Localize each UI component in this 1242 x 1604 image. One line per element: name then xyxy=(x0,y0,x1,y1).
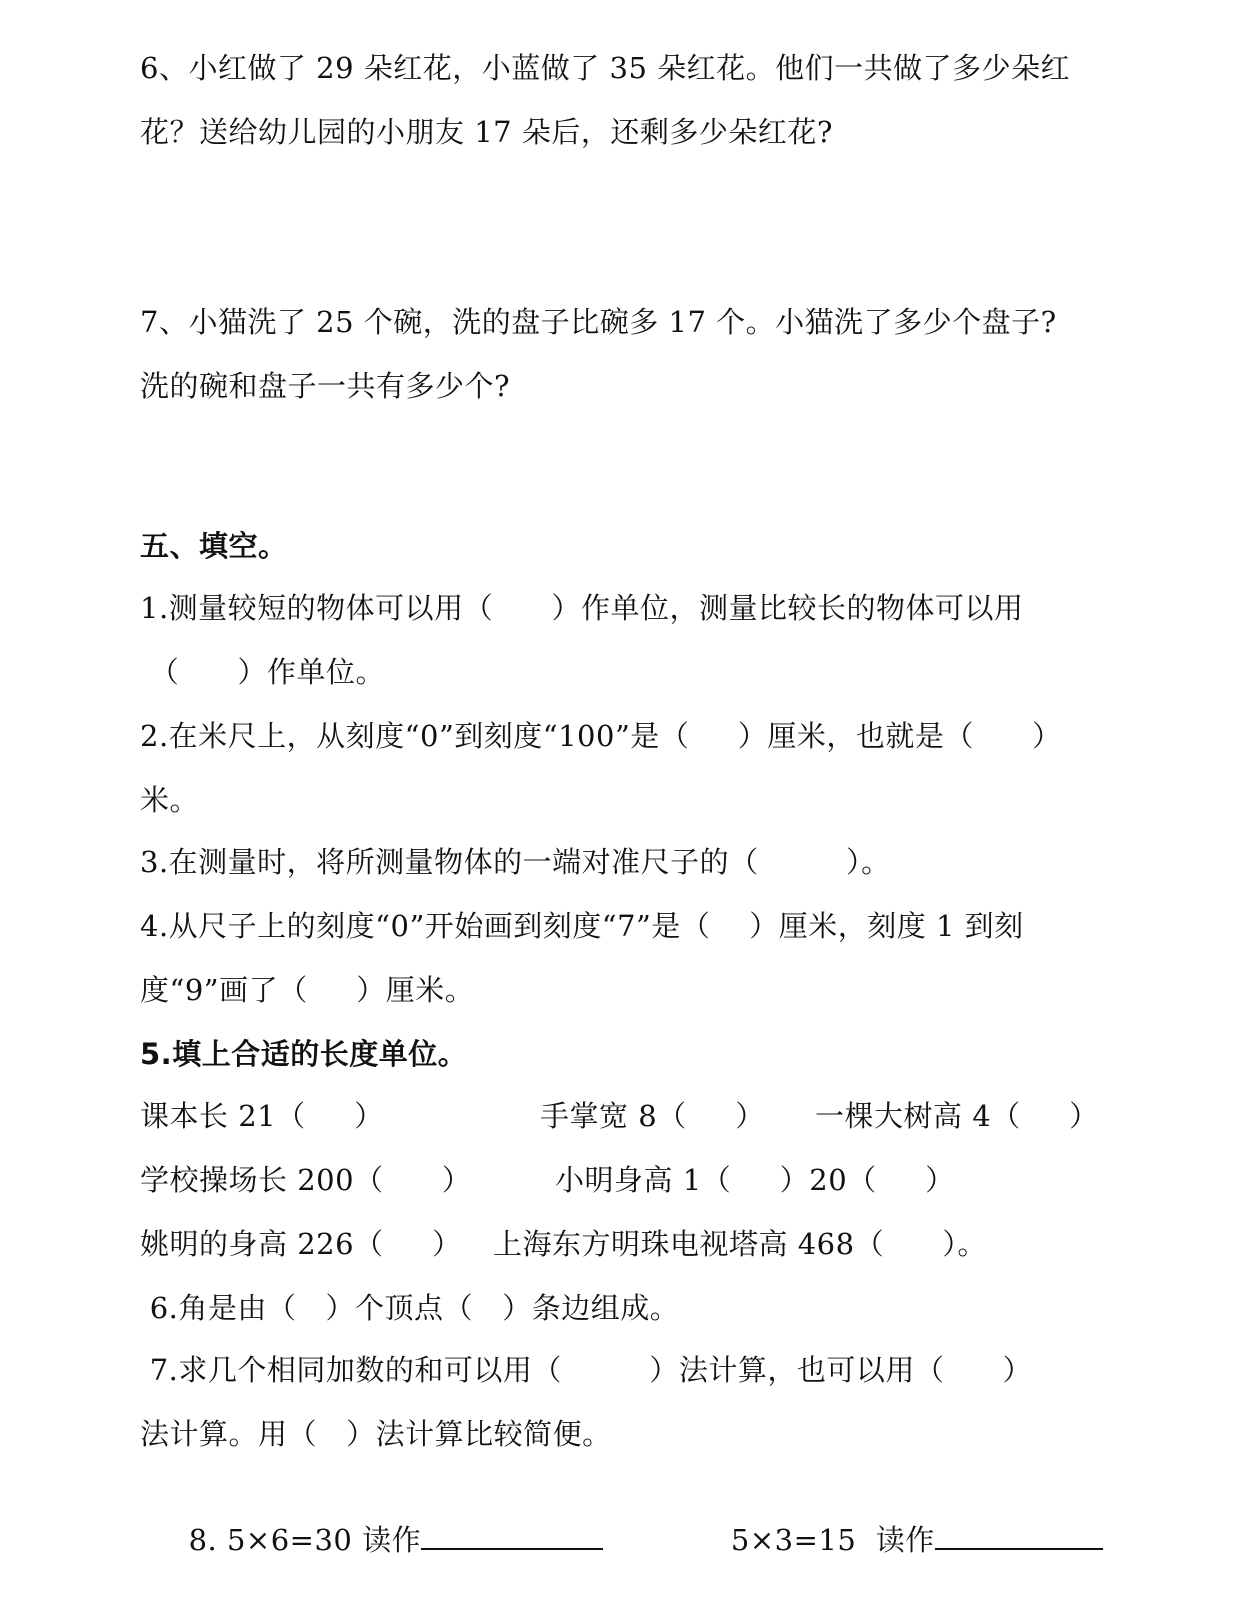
problem-7-line-2: 洗的碗和盘子一共有多少个? xyxy=(140,369,511,403)
fill-item-5-title: 5.填上合适的长度单位。 xyxy=(140,1037,468,1071)
answer-blank-8b[interactable] xyxy=(935,1518,1103,1550)
fill-item-4-line-2: 度“9”画了（ ）厘米。 xyxy=(140,973,475,1007)
problem-7-line-1: 7、小猫洗了 25 个碗，洗的盘子比碗多 17 个。小猫洗了多少个盘子? xyxy=(140,305,1057,339)
fill-item-8-a xyxy=(140,1478,603,1600)
fill-item-1-line-1: 1.测量较短的物体可以用（ ）作单位，测量比较长的物体可以用 xyxy=(140,591,1024,625)
fill-item-7-line-2: 法计算。用（ ）法计算比较简便。 xyxy=(140,1417,612,1451)
fill-item-8-b xyxy=(692,1478,1103,1600)
fill-item-2-line-1: 2.在米尺上，从刻度“0”到刻度“100”是（ ）厘米，也就是（ ） xyxy=(140,719,1062,753)
fill-item-8-a-text: 8. 5×6=30 读作 xyxy=(178,1523,422,1557)
fill-item-4-line-1: 4.从尺子上的刻度“0”开始画到刻度“7”是（ ）厘米，刻度 1 到刻 xyxy=(140,909,1024,943)
fill-item-3: 3.在测量时，将所测量物体的一端对准尺子的（ ）。 xyxy=(140,845,891,879)
fill-item-7-line-1: 7.求几个相同加数的和可以用（ ）法计算，也可以用（ ） xyxy=(140,1353,1033,1387)
unit-tree-height: 一棵大树高 4（ ） xyxy=(815,1099,1099,1133)
unit-xiaoming-height: 小明身高 1（ ）20（ ） xyxy=(555,1163,955,1197)
problem-6-line-1: 6、小红做了 29 朵红花，小蓝做了 35 朵红花。他们一共做了多少朵红 xyxy=(140,51,1071,85)
fill-item-2-line-2: 米。 xyxy=(140,783,200,817)
section-5-title: 五、填空。 xyxy=(140,529,288,563)
unit-palm-width: 手掌宽 8（ ） xyxy=(540,1099,765,1133)
fill-item-1-line-2: （ ）作单位。 xyxy=(140,655,386,689)
unit-tv-tower-height: 上海东方明珠电视塔高 468（ ）。 xyxy=(493,1227,987,1261)
unit-yaoming-height: 姚明的身高 226（ ） xyxy=(140,1227,462,1261)
unit-textbook-length: 课本长 21（ ） xyxy=(140,1099,384,1133)
unit-playground-length: 学校操场长 200（ ） xyxy=(140,1163,472,1197)
answer-blank-8a[interactable] xyxy=(421,1518,603,1550)
fill-item-6: 6.角是由（ ）个顶点（ ）条边组成。 xyxy=(140,1291,680,1325)
problem-6-line-2: 花？送给幼儿园的小朋友 17 朵后，还剩多少朵红花? xyxy=(140,115,833,149)
fill-item-8-b-text: 5×3=15 读作 xyxy=(730,1523,935,1557)
